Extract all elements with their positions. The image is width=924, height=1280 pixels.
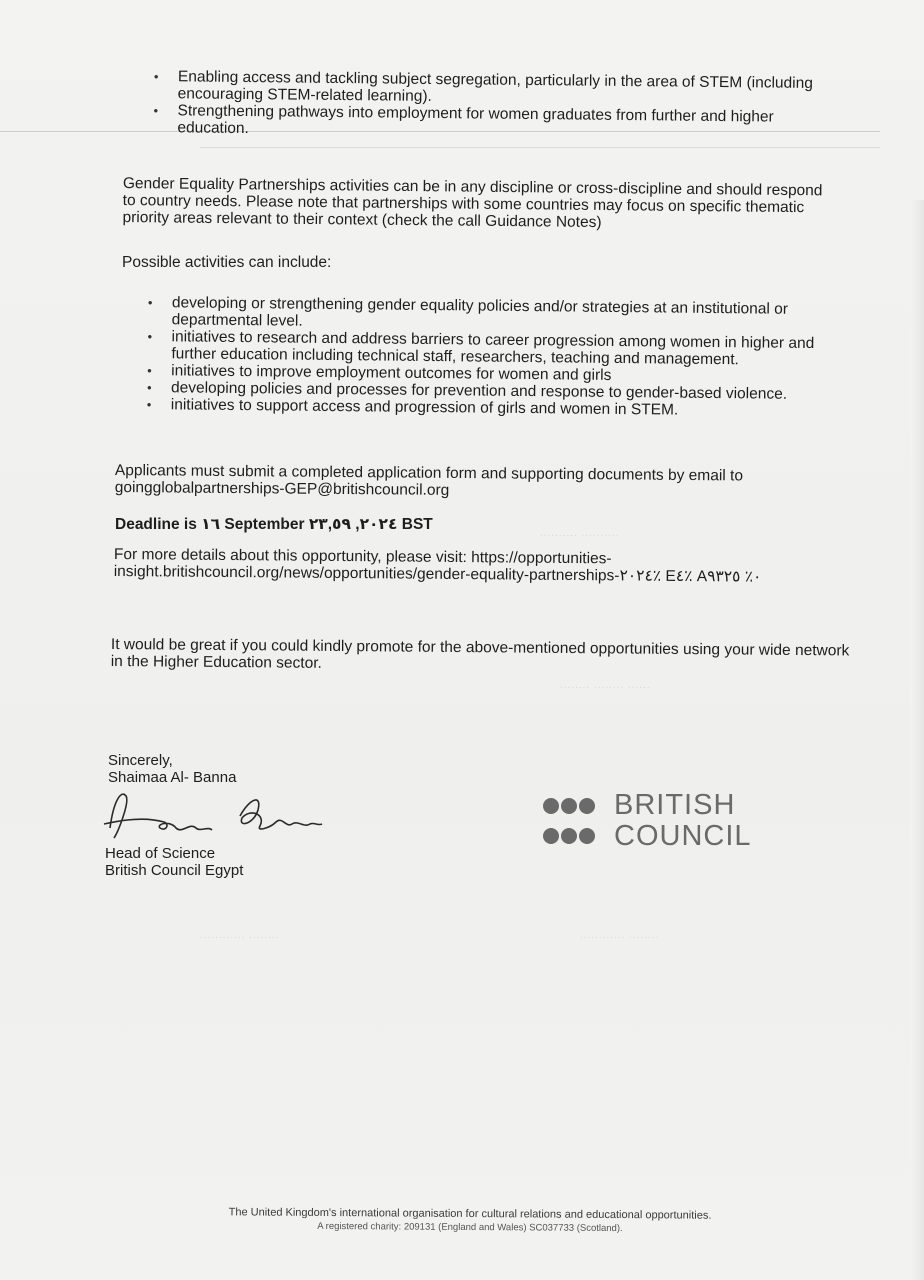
bullet-item: • Strengthening pathways into employment for women graduates from further and higher education.	[153, 102, 774, 138]
activity-item: • initiatives to support access and progression of girls and women in STEM.	[146, 396, 679, 419]
bullet-item: • Enabling access and tackling subject segregation, particularly in the area of STEM (including encouraging STEM-related learning).	[153, 68, 813, 105]
show-through-text: ............ ........	[580, 930, 660, 941]
deadline-line: Deadline is ١٦ September ٢٠٢٤, ٢٣,٥٩ BST	[115, 516, 433, 533]
logo-dots-icon	[542, 790, 606, 856]
sender-organisation: British Council Egypt	[105, 862, 244, 879]
bullet-dot-icon: •	[153, 103, 159, 119]
activity-item: • developing or strengthening gender equality policies and/or strategies at an institutional or departmental level.	[147, 294, 789, 330]
sender-role-block	[105, 845, 405, 879]
page-edge-shadow	[910, 200, 924, 1280]
sincerely-text: Sincerely,	[108, 752, 173, 769]
activity-item: • developing policies and processes for prevention and response to gender-based violence.	[146, 379, 788, 403]
top-bullet-list	[149, 68, 830, 143]
activity-item: • initiatives to improve employment outcomes for women and girls	[147, 362, 612, 384]
scan-artifact-line	[200, 147, 880, 148]
applicants-paragraph: Applicants must submit a completed application form and supporting documents by email to goingglobalpartnerships-GEP@britishcouncil.org	[114, 462, 744, 499]
bullet-dot-icon: •	[147, 363, 152, 379]
logo-wordmark: BRITISH COUNCIL	[614, 789, 752, 852]
bullet-dot-icon: •	[147, 329, 153, 345]
possible-activities-heading: Possible activities can include:	[122, 254, 332, 271]
handwritten-signature	[100, 788, 340, 848]
sender-title: Head of Science	[105, 845, 216, 862]
bullet-dot-icon: •	[147, 295, 153, 311]
show-through-text: ........ ........ ......	[560, 680, 651, 691]
closing-block	[108, 752, 408, 786]
bullet-dot-icon: •	[153, 69, 159, 85]
activities-list	[143, 294, 844, 420]
sender-name: Shaimaa Al- Banna	[108, 769, 237, 786]
show-through-text: ............ ........	[200, 930, 280, 941]
footer-tagline: The United Kingdom's international organisation for cultural relations and educational opportunities.	[228, 1206, 712, 1222]
british-council-logo	[542, 790, 772, 856]
footer-charity-info: A registered charity: 209131 (England and Wales) SC037733 (Scotland).	[317, 1220, 623, 1235]
details-paragraph: For more details about this opportunity, please visit: https://opportunities-insight.britishcouncil.org/news/opportunities/gender-equality-partnerships-٢٠٢٤٪ E٤٪ A٠٪ ٩٣٢٥	[113, 546, 762, 586]
page-footer	[150, 1206, 790, 1236]
promote-paragraph: It would be great if you could kindly promote for the above-mentioned opportunities using your wide network in the Higher Education sector.	[110, 636, 850, 672]
activity-item: • initiatives to research and address barriers to career progression among women in higher and further education including technical staff, researchers, teaching and management.	[147, 328, 815, 369]
bullet-dot-icon: •	[146, 380, 152, 396]
partnerships-paragraph: Gender Equality Partnerships activities can be in any discipline or cross-discipline and should respond to country needs. Please note that partnerships with some countries may focus on specific thematic priority areas relevant to their context (check the call Guidance Notes)	[122, 175, 823, 232]
bullet-dot-icon: •	[146, 397, 152, 413]
show-through-text: .......... ..........	[540, 528, 620, 539]
